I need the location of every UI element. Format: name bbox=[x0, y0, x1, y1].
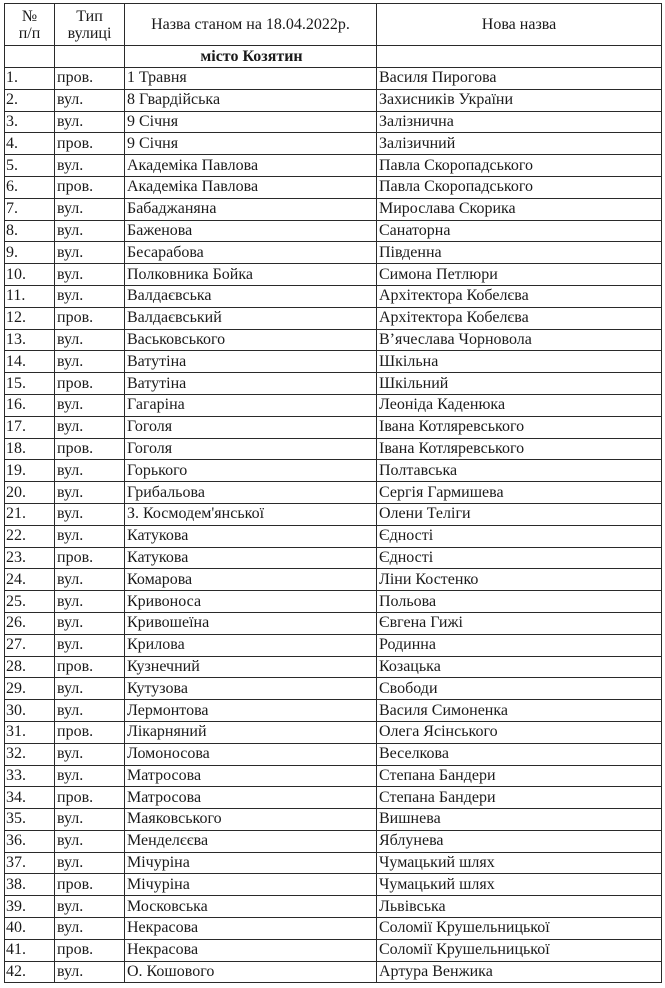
row-old-name: Кривоноса bbox=[125, 591, 377, 613]
row-new-name: Івана Котляревського bbox=[377, 416, 662, 438]
row-new-name: Південна bbox=[377, 242, 662, 264]
table-row bbox=[5, 939, 662, 961]
table-row bbox=[5, 351, 662, 373]
row-new-name: Веселкова bbox=[377, 743, 662, 765]
row-number: 27. bbox=[5, 634, 55, 656]
row-old-name: 9 Січня bbox=[125, 111, 377, 133]
table-row bbox=[5, 721, 662, 743]
row-street-type: пров. bbox=[55, 307, 125, 329]
row-street-type: вул. bbox=[55, 482, 125, 504]
row-new-name: Степана Бандери bbox=[377, 787, 662, 809]
row-old-name: Мічуріна bbox=[125, 852, 377, 874]
row-number: 37. bbox=[5, 852, 55, 874]
row-number: 22. bbox=[5, 525, 55, 547]
row-old-name: Катукова bbox=[125, 547, 377, 569]
table-row bbox=[5, 743, 662, 765]
row-new-name: Мирослава Скорика bbox=[377, 198, 662, 220]
row-street-type: вул. bbox=[55, 918, 125, 940]
row-number: 35. bbox=[5, 809, 55, 831]
row-number: 16. bbox=[5, 394, 55, 416]
row-old-name: Горького bbox=[125, 460, 377, 482]
row-number: 19. bbox=[5, 460, 55, 482]
row-new-name: Єдності bbox=[377, 525, 662, 547]
row-new-name: Полтавська bbox=[377, 460, 662, 482]
row-old-name: Академіка Павлова bbox=[125, 155, 377, 177]
row-street-type: вул. bbox=[55, 896, 125, 918]
row-number: 34. bbox=[5, 787, 55, 809]
row-number: 8. bbox=[5, 220, 55, 242]
row-old-name: О. Кошового bbox=[125, 961, 377, 983]
row-number: 30. bbox=[5, 700, 55, 722]
row-street-type: пров. bbox=[55, 133, 125, 155]
row-number: 41. bbox=[5, 939, 55, 961]
row-new-name: Захисників України bbox=[377, 89, 662, 111]
row-number: 32. bbox=[5, 743, 55, 765]
row-new-name: Архітектора Кобелєва bbox=[377, 307, 662, 329]
header-new-name: Нова назва bbox=[377, 4, 662, 46]
table-row bbox=[5, 264, 662, 286]
header-number-line1: № bbox=[21, 7, 38, 25]
row-new-name: Залізнична bbox=[377, 111, 662, 133]
row-old-name: Валдаєвський bbox=[125, 307, 377, 329]
row-number: 11. bbox=[5, 285, 55, 307]
row-new-name: Санаторна bbox=[377, 220, 662, 242]
row-new-name: Шкільна bbox=[377, 351, 662, 373]
row-street-type: вул. bbox=[55, 460, 125, 482]
table-row bbox=[5, 569, 662, 591]
row-old-name: Менделєєва bbox=[125, 830, 377, 852]
row-street-type: вул. bbox=[55, 198, 125, 220]
row-new-name: Архітектора Кобелєва bbox=[377, 285, 662, 307]
row-number: 2. bbox=[5, 89, 55, 111]
row-street-type: вул. bbox=[55, 809, 125, 831]
street-renaming-table bbox=[4, 3, 662, 983]
row-new-name: Симона Петлюри bbox=[377, 264, 662, 286]
table-row bbox=[5, 329, 662, 351]
header-street-type bbox=[55, 4, 125, 46]
table-header-row bbox=[5, 4, 662, 46]
row-old-name: Баженова bbox=[125, 220, 377, 242]
row-old-name: Васьковського bbox=[125, 329, 377, 351]
row-number: 21. bbox=[5, 503, 55, 525]
row-number: 4. bbox=[5, 133, 55, 155]
table-row bbox=[5, 133, 662, 155]
row-number: 38. bbox=[5, 874, 55, 896]
row-new-name: Єдності bbox=[377, 547, 662, 569]
row-old-name: Ватутіна bbox=[125, 373, 377, 395]
row-new-name: Павла Скоропадського bbox=[377, 176, 662, 198]
row-new-name: Артура Венжика bbox=[377, 961, 662, 983]
row-new-name: Родинна bbox=[377, 634, 662, 656]
row-number: 13. bbox=[5, 329, 55, 351]
row-old-name: Ватутіна bbox=[125, 351, 377, 373]
row-new-name: Залізичний bbox=[377, 133, 662, 155]
row-new-name: Польова bbox=[377, 591, 662, 613]
table-row bbox=[5, 89, 662, 111]
row-street-type: вул. bbox=[55, 765, 125, 787]
row-street-type: вул. bbox=[55, 612, 125, 634]
row-number: 20. bbox=[5, 482, 55, 504]
row-number: 9. bbox=[5, 242, 55, 264]
row-street-type: вул. bbox=[55, 743, 125, 765]
row-number: 1. bbox=[5, 68, 55, 90]
table-row bbox=[5, 612, 662, 634]
row-old-name: Гоголя bbox=[125, 438, 377, 460]
row-old-name: Лікарняний bbox=[125, 721, 377, 743]
row-number: 26. bbox=[5, 612, 55, 634]
row-old-name: Гоголя bbox=[125, 416, 377, 438]
row-street-type: пров. bbox=[55, 874, 125, 896]
row-old-name: Ломоносова bbox=[125, 743, 377, 765]
row-street-type: вул. bbox=[55, 351, 125, 373]
row-new-name: Ліни Костенко bbox=[377, 569, 662, 591]
row-number: 7. bbox=[5, 198, 55, 220]
row-street-type: вул. bbox=[55, 591, 125, 613]
table-row bbox=[5, 155, 662, 177]
row-number: 24. bbox=[5, 569, 55, 591]
row-old-name: Валдаєвська bbox=[125, 285, 377, 307]
section-empty-cell bbox=[377, 46, 662, 68]
row-number: 40. bbox=[5, 918, 55, 940]
row-new-name: Василя Пирогова bbox=[377, 68, 662, 90]
row-number: 18. bbox=[5, 438, 55, 460]
row-street-type: вул. bbox=[55, 961, 125, 983]
row-new-name: Чумацький шлях bbox=[377, 874, 662, 896]
table-row bbox=[5, 634, 662, 656]
row-old-name: Катукова bbox=[125, 525, 377, 547]
row-old-name: Матросова bbox=[125, 765, 377, 787]
table-row bbox=[5, 242, 662, 264]
row-old-name: Академіка Павлова bbox=[125, 176, 377, 198]
table-row bbox=[5, 896, 662, 918]
table-row bbox=[5, 852, 662, 874]
row-old-name: Крилова bbox=[125, 634, 377, 656]
row-new-name: Козацька bbox=[377, 656, 662, 678]
header-type-line1: Тип bbox=[76, 7, 103, 25]
table-row bbox=[5, 482, 662, 504]
section-empty-cell bbox=[5, 46, 55, 68]
row-street-type: вул. bbox=[55, 155, 125, 177]
row-number: 6. bbox=[5, 176, 55, 198]
header-number-line2: п/п bbox=[18, 24, 41, 42]
row-new-name: Сергія Гармишева bbox=[377, 482, 662, 504]
row-number: 25. bbox=[5, 591, 55, 613]
table-row bbox=[5, 547, 662, 569]
row-number: 31. bbox=[5, 721, 55, 743]
table-row bbox=[5, 460, 662, 482]
table-row bbox=[5, 918, 662, 940]
row-number: 17. bbox=[5, 416, 55, 438]
table-row bbox=[5, 678, 662, 700]
row-number: 28. bbox=[5, 656, 55, 678]
row-old-name: 8 Гвардійська bbox=[125, 89, 377, 111]
table-row bbox=[5, 656, 662, 678]
row-new-name: Львівська bbox=[377, 896, 662, 918]
row-street-type: пров. bbox=[55, 176, 125, 198]
row-old-name: Полковника Бойка bbox=[125, 264, 377, 286]
section-empty-cell bbox=[55, 46, 125, 68]
row-street-type: вул. bbox=[55, 700, 125, 722]
table-row bbox=[5, 285, 662, 307]
row-old-name: 1 Травня bbox=[125, 68, 377, 90]
table-row bbox=[5, 111, 662, 133]
row-number: 39. bbox=[5, 896, 55, 918]
row-new-name: Свободи bbox=[377, 678, 662, 700]
row-number: 29. bbox=[5, 678, 55, 700]
row-street-type: пров. bbox=[55, 656, 125, 678]
row-street-type: вул. bbox=[55, 394, 125, 416]
header-old-name: Назва станом на 18.04.2022р. bbox=[125, 4, 377, 46]
row-street-type: вул. bbox=[55, 678, 125, 700]
row-old-name: Комарова bbox=[125, 569, 377, 591]
row-street-type: пров. bbox=[55, 939, 125, 961]
row-old-name: Некрасова bbox=[125, 918, 377, 940]
row-new-name: Яблунева bbox=[377, 830, 662, 852]
row-new-name: В’ячеслава Чорновола bbox=[377, 329, 662, 351]
row-new-name: Шкільний bbox=[377, 373, 662, 395]
row-new-name: Соломії Крушельницької bbox=[377, 918, 662, 940]
row-old-name: Бабаджаняна bbox=[125, 198, 377, 220]
row-street-type: вул. bbox=[55, 830, 125, 852]
row-street-type: вул. bbox=[55, 264, 125, 286]
row-new-name: Вишнева bbox=[377, 809, 662, 831]
section-city-name: місто Козятин bbox=[125, 46, 377, 68]
table-row bbox=[5, 373, 662, 395]
table-row bbox=[5, 220, 662, 242]
row-street-type: вул. bbox=[55, 111, 125, 133]
row-street-type: вул. bbox=[55, 329, 125, 351]
row-new-name: Євгена Гижі bbox=[377, 612, 662, 634]
row-new-name: Павла Скоропадського bbox=[377, 155, 662, 177]
row-number: 14. bbox=[5, 351, 55, 373]
table-row bbox=[5, 198, 662, 220]
row-number: 33. bbox=[5, 765, 55, 787]
row-old-name: Кривошеїна bbox=[125, 612, 377, 634]
row-street-type: вул. bbox=[55, 503, 125, 525]
table-row bbox=[5, 503, 662, 525]
row-number: 15. bbox=[5, 373, 55, 395]
row-old-name: Кузнечний bbox=[125, 656, 377, 678]
row-number: 42. bbox=[5, 961, 55, 983]
row-old-name: Некрасова bbox=[125, 939, 377, 961]
row-street-type: пров. bbox=[55, 68, 125, 90]
section-row-city bbox=[5, 46, 662, 68]
row-old-name: Матросова bbox=[125, 787, 377, 809]
row-street-type: вул. bbox=[55, 242, 125, 264]
table-row bbox=[5, 591, 662, 613]
table-row bbox=[5, 830, 662, 852]
row-new-name: Івана Котляревського bbox=[377, 438, 662, 460]
row-street-type: пров. bbox=[55, 438, 125, 460]
table-row bbox=[5, 787, 662, 809]
row-street-type: пров. bbox=[55, 373, 125, 395]
row-old-name: Маяковського bbox=[125, 809, 377, 831]
header-number bbox=[5, 4, 55, 46]
row-street-type: вул. bbox=[55, 285, 125, 307]
row-street-type: вул. bbox=[55, 852, 125, 874]
row-number: 12. bbox=[5, 307, 55, 329]
row-number: 23. bbox=[5, 547, 55, 569]
row-new-name: Олени Теліги bbox=[377, 503, 662, 525]
row-number: 10. bbox=[5, 264, 55, 286]
row-new-name: Чумацький шлях bbox=[377, 852, 662, 874]
row-number: 5. bbox=[5, 155, 55, 177]
table-row bbox=[5, 176, 662, 198]
row-old-name: 9 Січня bbox=[125, 133, 377, 155]
table-row bbox=[5, 307, 662, 329]
row-street-type: вул. bbox=[55, 525, 125, 547]
row-street-type: вул. bbox=[55, 89, 125, 111]
row-street-type: вул. bbox=[55, 220, 125, 242]
table-row bbox=[5, 765, 662, 787]
row-street-type: пров. bbox=[55, 721, 125, 743]
table-row bbox=[5, 394, 662, 416]
row-old-name: Лермонтова bbox=[125, 700, 377, 722]
row-new-name: Степана Бандери bbox=[377, 765, 662, 787]
row-new-name: Василя Симоненка bbox=[377, 700, 662, 722]
row-street-type: вул. bbox=[55, 569, 125, 591]
table-row bbox=[5, 416, 662, 438]
row-number: 3. bbox=[5, 111, 55, 133]
row-number: 36. bbox=[5, 830, 55, 852]
row-new-name: Соломії Крушельницької bbox=[377, 939, 662, 961]
row-new-name: Леоніда Каденюка bbox=[377, 394, 662, 416]
row-street-type: пров. bbox=[55, 547, 125, 569]
row-old-name: Бесарабова bbox=[125, 242, 377, 264]
row-street-type: вул. bbox=[55, 634, 125, 656]
document-page bbox=[4, 3, 662, 983]
row-street-type: вул. bbox=[55, 416, 125, 438]
row-street-type: пров. bbox=[55, 787, 125, 809]
header-type-line2: вулиці bbox=[67, 24, 112, 42]
table-row bbox=[5, 525, 662, 547]
table-row bbox=[5, 961, 662, 983]
row-old-name: Мічуріна bbox=[125, 874, 377, 896]
row-old-name: З. Космодем'янської bbox=[125, 503, 377, 525]
table-row bbox=[5, 809, 662, 831]
row-old-name: Московська bbox=[125, 896, 377, 918]
table-row bbox=[5, 68, 662, 90]
table-row bbox=[5, 874, 662, 896]
table-row bbox=[5, 700, 662, 722]
row-new-name: Олега Ясінського bbox=[377, 721, 662, 743]
table-row bbox=[5, 438, 662, 460]
row-old-name: Гагаріна bbox=[125, 394, 377, 416]
row-old-name: Кутузова bbox=[125, 678, 377, 700]
row-old-name: Грибальова bbox=[125, 482, 377, 504]
